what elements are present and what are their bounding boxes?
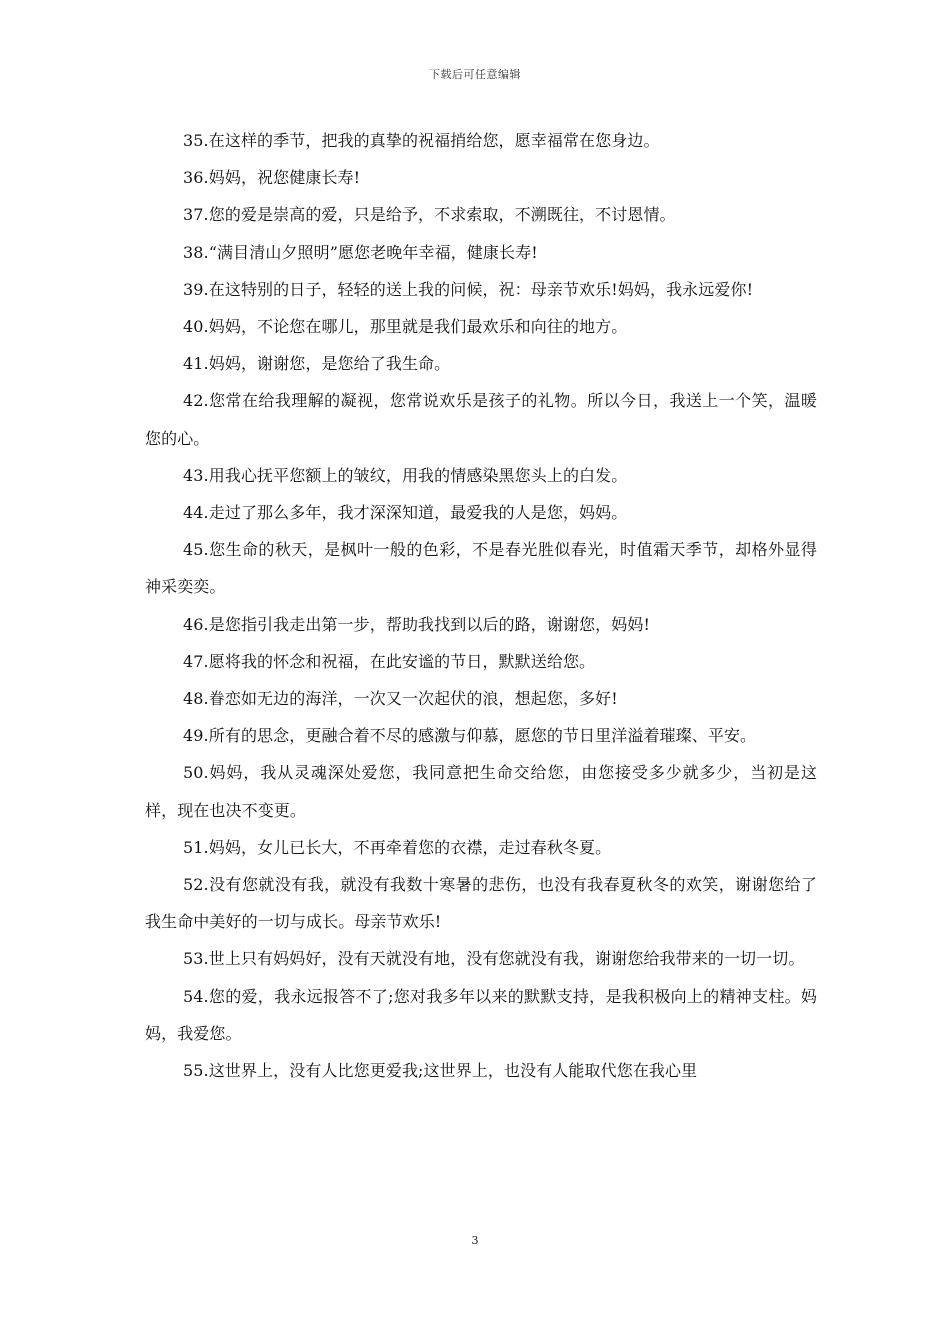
document-body: [145, 122, 817, 1089]
list-item: 51.妈妈，女儿已长大，不再牵着您的衣襟，走过春秋冬夏。: [183, 837, 612, 857]
list-item: 44.走过了那么多年，我才深深知道，最爱我的人是您，妈妈。: [183, 503, 628, 523]
list-item: 43.用我心抚平您额上的皱纹，用我的情感染黑您头上的白发。: [183, 465, 628, 485]
list-item: 45.您生命的秋天，是枫叶一般的色彩，不是春光胜似春光，时值霜天季节，却格外显得神采奕奕。: [145, 540, 817, 597]
list-item: 40.妈妈，不论您在哪儿，那里就是我们最欢乐和向往的地方。: [183, 317, 628, 337]
list-item: 37.您的爱是崇高的爱，只是给予，不求索取，不溯既往，不讨恩情。: [183, 205, 676, 225]
list-item: 48.眷恋如无边的海洋，一次又一次起伏的浪，想起您，多好!: [183, 689, 618, 709]
list-item: 50.妈妈，我从灵魂深处爱您，我同意把生命交给您，由您接受多少就多少，当初是这样，现在也决不变更。: [145, 763, 817, 820]
page-header: 下载后可任意编辑: [429, 68, 521, 81]
list-item: 35.在这样的季节，把我的真挚的祝福捎给您，愿幸福常在您身边。: [183, 131, 660, 150]
list-item: 53.世上只有妈妈好，没有天就没有地，没有您就没有我，谢谢您给我带来的一切一切。: [183, 949, 805, 969]
list-item: 49.所有的思念，更融合着不尽的感激与仰慕，愿您的节日里洋溢着璀璨、平安。: [183, 726, 757, 746]
list-item: 54.您的爱，我永远报答不了;您对我多年以来的默默支持，是我积极向上的精神支柱。妈妈，我爱您。: [145, 986, 817, 1043]
list-item: 42.您常在给我理解的凝视，您常说欢乐是孩子的礼物。所以今日，我送上一个笑，温暖您的心。: [145, 391, 817, 448]
list-item: 41.妈妈，谢谢您，是您给了我生命。: [183, 354, 451, 374]
page-number: 3: [471, 1234, 479, 1247]
list-item: 52.没有您就没有我，就没有我数十寒暑的悲伤，也没有我春夏秋冬的欢笑，谢谢您给了我生命中美好的一切与成长。母亲节欢乐!: [145, 875, 817, 932]
list-item: 39.在这特别的日子，轻轻的送上我的问候，祝：母亲节欢乐!妈妈，我永远爱你!: [183, 279, 754, 299]
list-item: 55.这世界上，没有人比您更爱我;这世界上，也没有人能取代您在我心里: [183, 1061, 698, 1081]
list-item: 47.愿将我的怀念和祝福，在此安谧的节日，默默送给您。: [183, 651, 596, 671]
list-item: 36.妈妈，祝您健康长寿!: [183, 168, 361, 188]
list-item: 46.是您指引我走出第一步，帮助我找到以后的路，谢谢您，妈妈!: [183, 614, 650, 634]
list-item: 38.“满目清山夕照明”愿您老晚年幸福，健康长寿!: [183, 242, 538, 262]
